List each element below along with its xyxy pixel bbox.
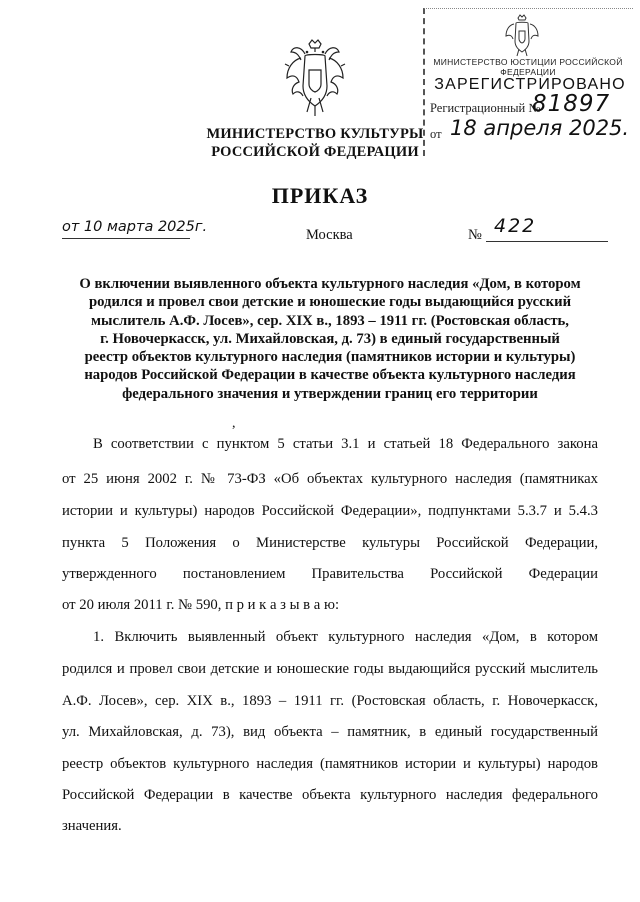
body-line: от 25 июня 2002 г. № 73-ФЗ «Об объектах культурного наследия (памятниках (62, 471, 598, 487)
stamp-reg-label: Регистрационный № (430, 101, 541, 115)
clause-1-line: Российской Федерации в качестве объекта культурного наследия федерального (62, 787, 598, 803)
coat-of-arms-icon (283, 38, 347, 118)
stamp-from-label: от (430, 127, 442, 141)
heading-line: г. Новочеркасск, ул. Михайловская, д. 73) в единый государственный (100, 330, 560, 347)
clause-1-line: 1. Включить выявленный объект культурного наследия «Дом, в котором (93, 629, 598, 645)
date-underline (62, 238, 190, 239)
stamp-ministry: МИНИСТЕРСТВО ЮСТИЦИИ РОССИЙСКОЙ ФЕДЕРАЦИИ (433, 57, 623, 77)
body-line: от 20 июля 2011 г. № 590, п р и к а з ы в а ю: (62, 597, 340, 613)
ministry-name (205, 125, 425, 161)
stamp-reg-date: 18 апреля 2025. (450, 116, 630, 140)
stray-mark: , (232, 416, 236, 431)
order-city: Москва (306, 227, 353, 243)
order-number-sign: № (468, 227, 482, 243)
ministry-line-2: РОССИЙСКОЙ ФЕДЕРАЦИИ (211, 144, 419, 160)
clause-1-line: родился и провел свои детские и юношеские годы выдающийся русский мыслитель (62, 661, 598, 677)
heading-line: О включении выявленного объекта культурного наследия «Дом, в котором (79, 276, 581, 292)
body-line: утвержденного постановлением Правительства Российской Федерации (62, 566, 598, 582)
clause-1-line: А.Ф. Лосев», сер. XIX в., 1893 – 1911 гг. (Ростовская область, г. Новочеркасск, (62, 693, 598, 709)
order-date: от 10 марта 2025г. (62, 219, 208, 235)
stamp-reg-number: 81897 (532, 91, 611, 117)
number-underline (486, 241, 608, 242)
body-line: пункта 5 Положения о Министерстве культуры Российской Федерации, (62, 535, 598, 551)
stamp-registered: ЗАРЕГИСТРИРОВАНО (434, 76, 626, 93)
heading-line: народов Российской Федерации в качестве объекта культурного наследия (84, 367, 576, 384)
stamp-emblem-icon (504, 14, 540, 58)
body-line: истории и культуры) народов Российской Федерации», подпунктами 5.3.7 и 5.4.3 (62, 503, 598, 519)
clause-1-line: значения. (62, 818, 122, 834)
heading-line: реестр объектов культурного наследия (памятников истории и культуры) (84, 349, 576, 366)
order-number: 422 (494, 215, 537, 237)
order-heading (62, 275, 598, 403)
ministry-line-1: МИНИСТЕРСТВО КУЛЬТУРЫ (206, 126, 424, 142)
heading-line: федерального значения и утверждении границ его территории (122, 385, 538, 402)
document-title: ПРИКАЗ (271, 183, 369, 208)
clause-1-line: ул. Михайловская, д. 73), вид объекта – памятник, в единый государственный (62, 724, 598, 740)
heading-line: мыслитель А.Ф. Лосев», сер. XIX в., 1893 – 1911 гг. (Ростовская область, (91, 312, 569, 329)
heading-line: родился и провел свои детские и юношеские годы выдающийся русский (88, 294, 572, 311)
body-line: В соответствии с пунктом 5 статьи 3.1 и статьей 18 Федерального закона (93, 436, 598, 452)
clause-1-line: реестр объектов культурного наследия (памятников истории и культуры) народов (62, 756, 598, 772)
